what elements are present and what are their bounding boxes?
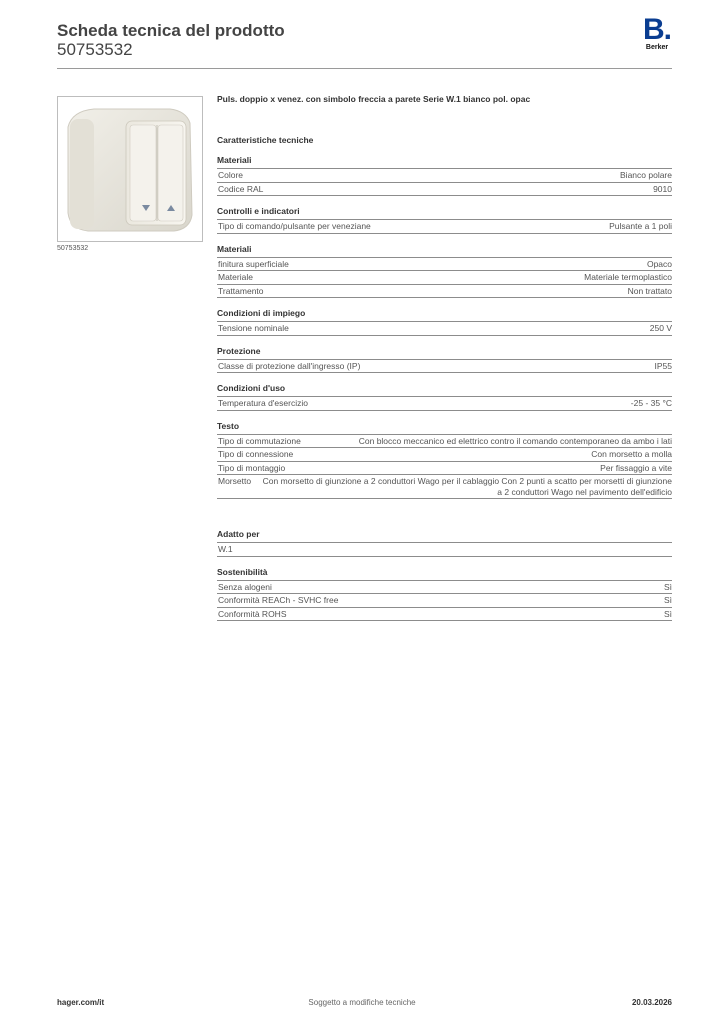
- spec-label: Codice RAL: [218, 183, 264, 194]
- spec-label: Classe di protezione dall'ingresso (IP): [218, 360, 361, 371]
- page-title: Scheda tecnica del prodotto: [57, 21, 285, 40]
- group-heading: Materiali: [217, 155, 252, 165]
- footer-website: hager.com/it: [57, 998, 105, 1007]
- group-heading: Controlli e indicatori: [217, 206, 300, 216]
- spec-row: [217, 258, 672, 272]
- spec-row: [217, 360, 672, 374]
- spec-group: [217, 206, 672, 234]
- spec-label: Temperatura d'esercizio: [218, 398, 308, 408]
- spec-label: Colore: [218, 170, 244, 180]
- spec-value: Opaco: [646, 258, 672, 269]
- spec-group: [217, 346, 672, 374]
- spec-label: Tipo di comando/pulsante per veneziane: [218, 221, 371, 231]
- spec-row: [217, 543, 672, 557]
- spec-label: Trattamento: [218, 285, 264, 296]
- spec-group: [217, 244, 672, 299]
- group-heading: Materiali: [217, 243, 252, 254]
- spec-value: Sì: [663, 608, 672, 619]
- spec-row: [217, 594, 672, 608]
- spec-value: Pulsante a 1 poli: [609, 221, 672, 231]
- suitable-section: [217, 529, 672, 557]
- group-heading: Sostenibilità: [217, 566, 268, 577]
- spec-row: [217, 475, 672, 499]
- product-code: 50753532: [57, 40, 133, 59]
- spec-rows: [217, 321, 672, 336]
- logo-mark: B.: [643, 13, 671, 46]
- spec-group: [217, 308, 672, 336]
- spec-label: Tipo di commutazione: [218, 435, 301, 446]
- spec-value: Con morsetto a molla: [591, 449, 672, 459]
- spec-row: [217, 285, 672, 299]
- spec-value: Materiale termoplastico: [584, 272, 672, 282]
- spec-row: [217, 322, 672, 336]
- spec-row: [217, 462, 672, 476]
- image-caption: 50753532: [57, 245, 89, 252]
- spec-value: Per fissaggio a vite: [600, 462, 672, 473]
- spec-rows: [217, 396, 672, 411]
- spec-rows: [217, 219, 672, 234]
- berker-logo: [640, 13, 674, 52]
- header-divider: [57, 68, 672, 69]
- spec-group: [217, 155, 672, 196]
- spec-row: [217, 608, 672, 622]
- switch-illustration: [58, 97, 202, 241]
- group-heading: Protezione: [217, 345, 261, 356]
- spec-row: [217, 448, 672, 462]
- group-heading: Adatto per: [217, 529, 260, 539]
- spec-group: [217, 529, 672, 557]
- spec-row: [217, 169, 672, 183]
- spec-row: [217, 183, 672, 197]
- spec-label: Conformità ROHS: [218, 608, 287, 619]
- spec-value: 9010: [653, 183, 672, 194]
- footer-date: 20.03.2026: [631, 998, 672, 1007]
- spec-value: Sì: [663, 581, 672, 592]
- spec-rows: [217, 257, 672, 299]
- spec-row: [217, 435, 672, 449]
- spec-value: Sì: [663, 595, 672, 605]
- spec-row: [217, 271, 672, 285]
- spec-label: Tipo di connessione: [218, 449, 294, 459]
- spec-rows: [217, 168, 672, 196]
- spec-label: Senza alogeni: [218, 581, 272, 592]
- spec-label: finitura superficiale: [218, 258, 289, 269]
- product-name: Puls. doppio x venez. con simbolo freccia a parete Serie W.1 bianco pol. opac: [217, 94, 531, 104]
- logo-text: Berker: [645, 44, 669, 51]
- spec-content: [217, 94, 672, 621]
- group-heading: Condizioni di impiego: [217, 308, 306, 318]
- spec-group: [217, 421, 672, 500]
- spec-value: -25 - 35 °C: [630, 398, 672, 408]
- spec-value: Con blocco meccanico ed elettrico contro il comando contemporaneo da ambo i lati: [358, 435, 672, 446]
- spec-label: Tensione nominale: [218, 323, 289, 333]
- spec-value: Non trattato: [627, 285, 672, 296]
- spec-value: Bianco polare: [620, 170, 672, 180]
- spec-rows: [217, 542, 672, 557]
- spec-row: [217, 397, 672, 411]
- spec-rows: [217, 580, 672, 622]
- spec-label: Tipo di montaggio: [218, 462, 286, 473]
- sustainability-section: [217, 567, 672, 622]
- product-image: [57, 96, 203, 242]
- spec-group: [217, 383, 672, 411]
- specs-heading: Caratteristiche tecniche: [217, 135, 314, 145]
- spec-value: Con morsetto di giunzione a 2 conduttori Wago per il cablaggio Con 2 punti a scatto per morsetti di giunzione a 2 conduttori Wago nel pavimento dell'edificio: [262, 476, 672, 497]
- spec-label: Conformità REACh - SVHC free: [218, 595, 339, 605]
- spec-label: Materiale: [218, 272, 253, 282]
- spec-label: W.1: [218, 544, 233, 554]
- spec-rows: [217, 359, 672, 374]
- footer-note: Soggetto a modifiche tecniche: [308, 998, 416, 1007]
- spec-row: [217, 220, 672, 234]
- spec-value: IP55: [654, 360, 672, 371]
- spec-label: Morsetto: [218, 476, 252, 486]
- spec-row: [217, 581, 672, 595]
- spec-group: [217, 567, 672, 622]
- group-heading: Condizioni d'uso: [217, 383, 286, 393]
- spec-groups: [217, 155, 672, 499]
- spec-rows: [217, 434, 672, 500]
- group-heading: Testo: [217, 420, 240, 431]
- spec-value: 250 V: [649, 323, 672, 333]
